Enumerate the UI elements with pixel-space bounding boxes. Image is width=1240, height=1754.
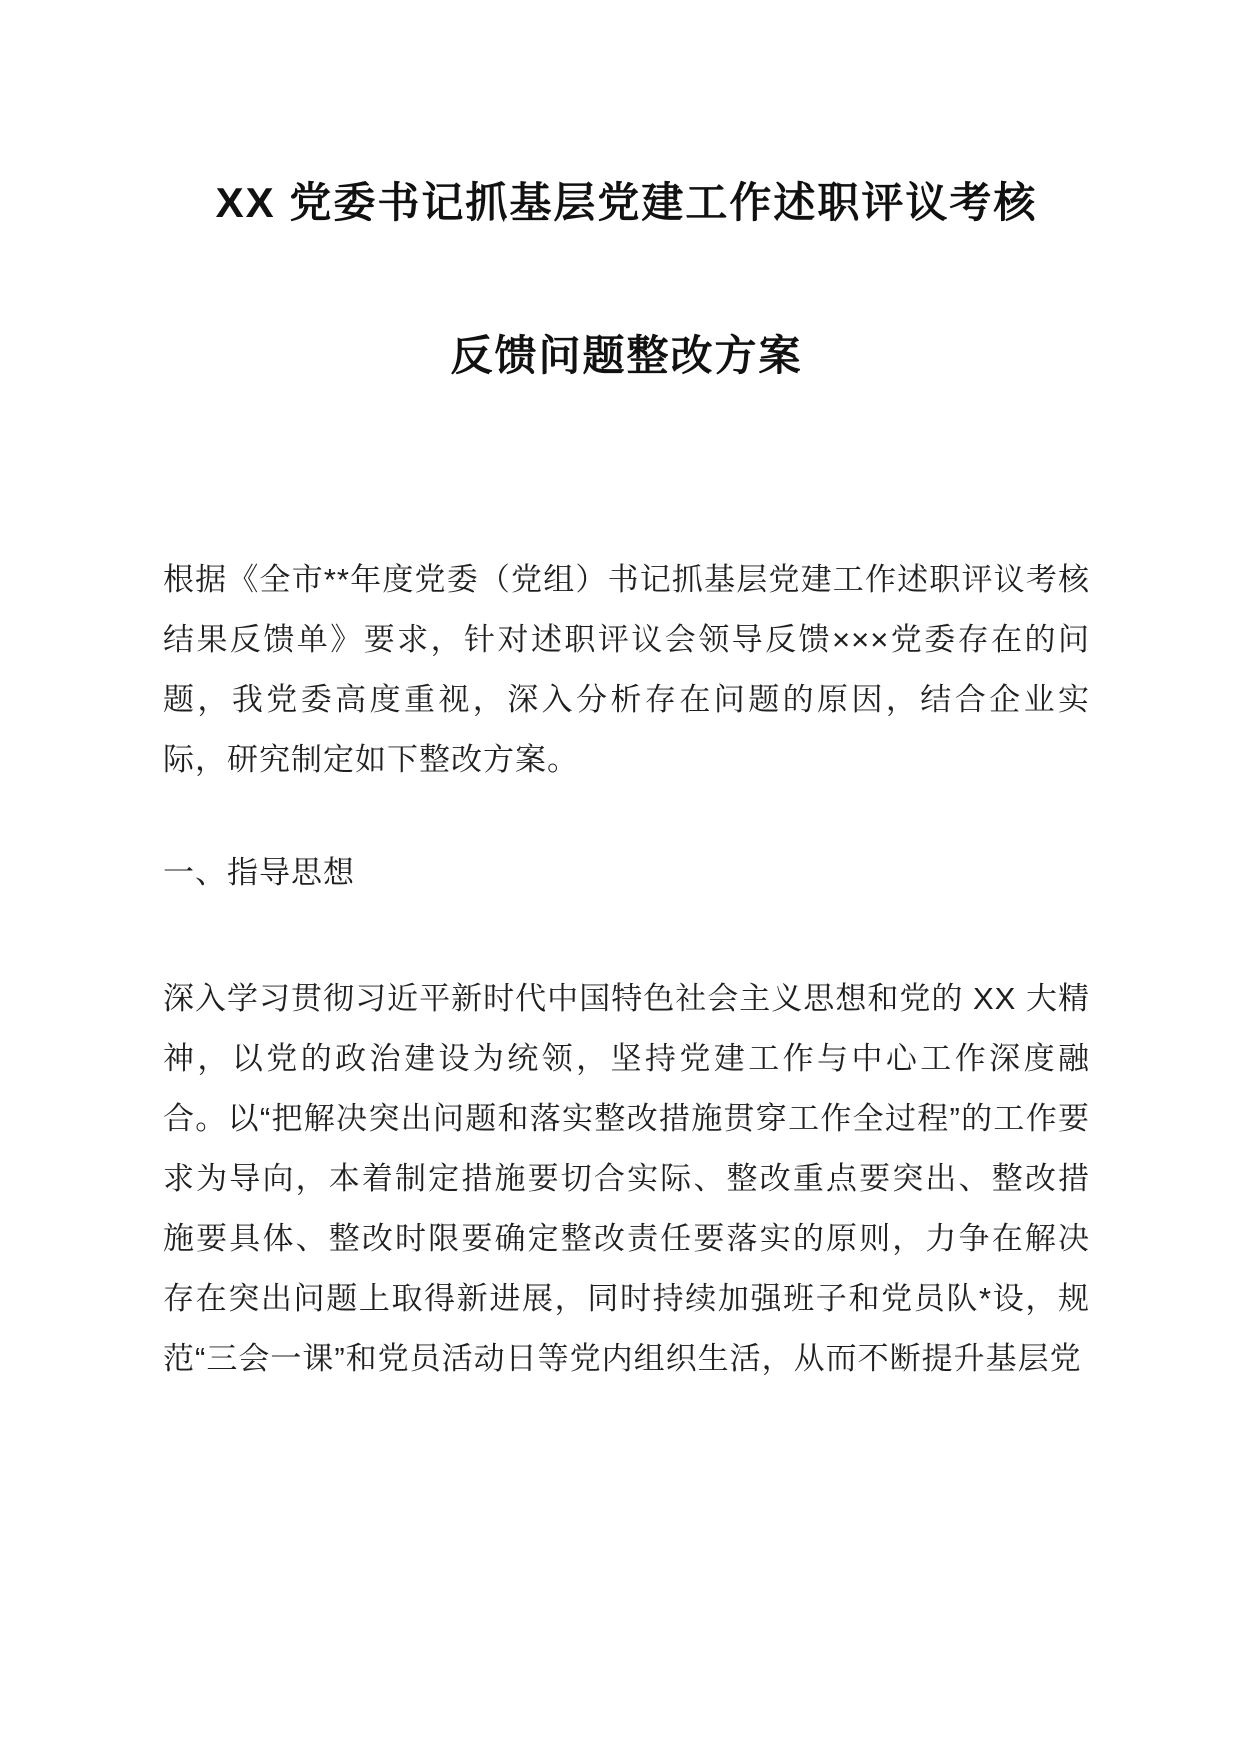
paragraph: 深入学习贯彻习近平新时代中国特色社会主义思想和党的 XX 大精神，以党的政治建设为统领，坚持党建工作与中心工作深度融合。以“把解决突出问题和落实整改措施贯穿工作全过程”的工作要求为导向，本着制定措施要切合实际、整改重点要突出、整改措施要具体、整改时限要确定整改责任要落实的原则，力争在解决存在突出问题上取得新进展，同时持续加强班子和党员队*设，规范“三会一课”和党员活动日等党内组织生活，从而不断提升基层党 [163,980,1090,1376]
document-title [163,178,1090,382]
document-body [163,550,1090,1389]
document-title-line-1: XX 党委书记抓基层党建工作述职评议考核 [215,179,1038,226]
section-heading: 一、指导思想 [163,854,355,890]
document-title-line-2: 反馈问题整改方案 [450,332,803,380]
paragraph: 根据《全市**年度党委（党组）书记抓基层党建工作述职评议考核结果反馈单》要求，针对述职评议会领导反馈×××党委存在的问题，我党委高度重视，深入分析存在问题的原因，结合企业实际，研究制定如下整改方案。 [163,561,1090,777]
